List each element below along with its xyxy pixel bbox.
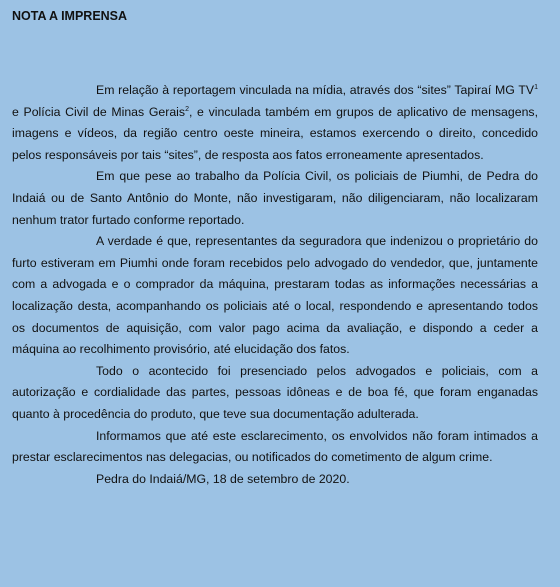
document-heading: NOTA A IMPRENSA xyxy=(12,9,128,23)
paragraph-4: Todo o acontecido foi presenciado pelos advogados e policiais, com a autorização e cordialidade das partes, pessoas idôneas e de boa fé, que foram enganadas quanto à procedência do produto, que teve sua documentação adulterada. xyxy=(12,363,538,421)
paragraph-1-text-c: , e vinculada também em grupos de aplicativo de mensagens, imagens e vídeos, da região centro oeste mineira, estamos exercendo o direito, concedido pelos responsáveis por tais “sites”, de resposta aos fatos erroneamente apresentados. xyxy=(12,104,538,162)
paragraph-5: Informamos que até este esclarecimento, os envolvidos não foram intimados a prestar esclarecimentos nas delegacias, ou notificados do cometimento de algum crime. xyxy=(12,428,538,465)
paragraph-1-text-a: Em relação à reportagem vinculada na mídia, através dos “sites” Tapiraí MG TV xyxy=(96,83,535,97)
paragraph-2: Em que pese ao trabalho da Polícia Civil, os policiais de Piumhi, de Pedra do Indaiá ou de Santo Antônio do Monte, não investigaram, não diligenciaram, não localizaram nenhum trator furtado conforme reportado. xyxy=(12,169,538,227)
footnote-marker-2: 2 xyxy=(185,105,189,113)
footnote-marker-1: 1 xyxy=(534,84,538,91)
paragraph-3: A verdade é que, representantes da seguradora que indenizou o proprietário do furto estiveram em Piumhi onde foram recebidos pelo advogado do vendedor, que, juntamente com a advogada e o comprador da máquina, prestaram todas as informações necessárias a localização desta, acompanhando os policiais até o local, respondendo e apresentando todos os documentos de aquisição, com valor pago acima da avaliação, e dispondo a ceder a máquina ao recolhimento provisório, até elucidação dos fatos. xyxy=(12,234,538,357)
document-body xyxy=(12,80,538,490)
paragraph-1 xyxy=(12,80,538,166)
paragraph-1-text-b: e Polícia Civil de Minas Gerais xyxy=(12,104,186,119)
date-place-line: Pedra do Indaiá/MG, 18 de setembro de 2020. xyxy=(96,471,350,486)
